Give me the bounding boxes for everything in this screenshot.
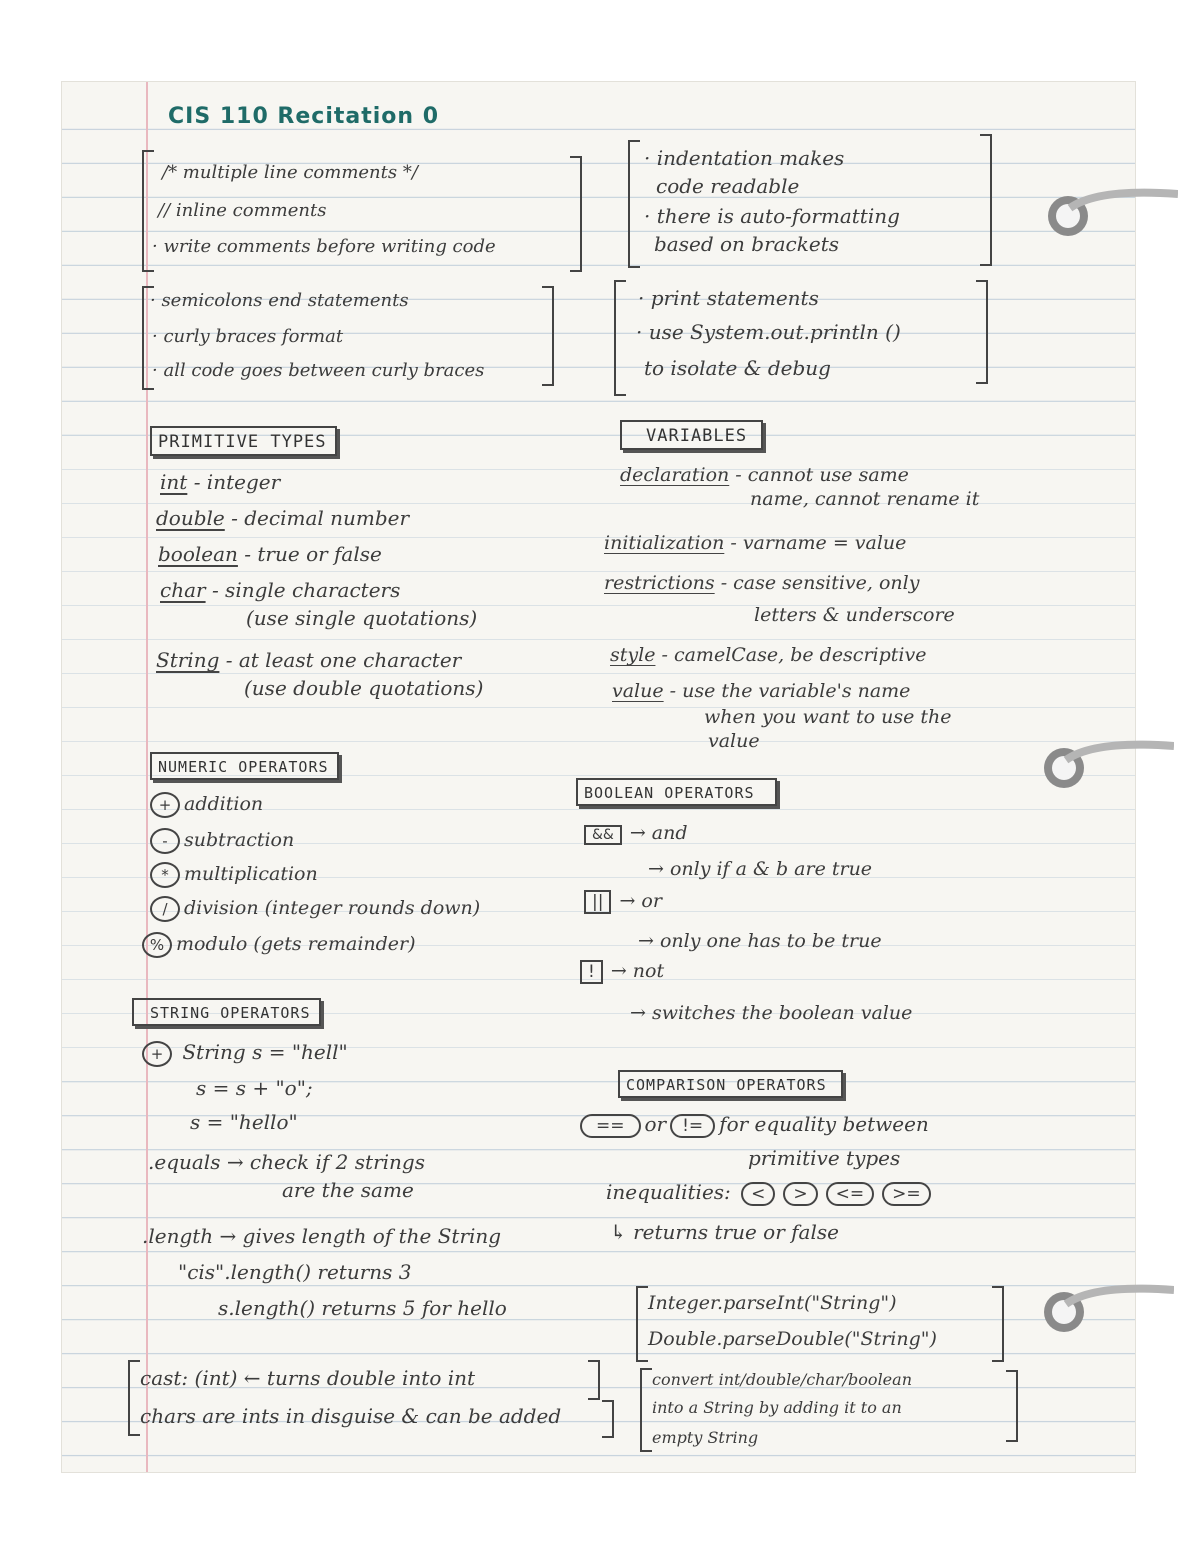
string-operator-code: s = s + "o"; [196,1076,313,1100]
binder-ring-top [1038,186,1178,246]
numeric-operator-item: / division (integer rounds down) [150,896,480,922]
note-line: · semicolons end statements [150,290,409,311]
note-line: · use System.out.println () [636,320,901,344]
primitive-type-note: (use single quotations) [246,606,478,630]
greater-than-symbol: > [783,1182,817,1206]
bracket-right [588,1360,600,1400]
string-operator-code: s = "hello" [190,1110,298,1134]
variable-note: when you want to use the [704,706,952,728]
note-line: /* multiple line comments */ [162,162,418,183]
and-symbol: && [584,825,622,845]
numeric-operator-item: - subtraction [150,828,294,854]
numeric-operator-item: % modulo (gets remainder) [142,932,416,958]
bracket-right [980,134,992,266]
numeric-operator-item: + addition [150,792,263,818]
bracket-left [128,1360,140,1436]
variable-note: value [708,730,760,752]
greater-equal-symbol: >= [882,1182,931,1206]
note-line: empty String [652,1428,759,1447]
bracket-left [614,280,626,396]
divide-symbol: / [150,896,180,922]
string-operator-code: + String s = "hell" [142,1040,348,1067]
comparison-equality: == or != for equality between [576,1112,929,1138]
boolean-operator-item: || → or [584,890,662,914]
bracket-right [976,280,988,384]
bracket-left [640,1368,652,1452]
plus-symbol: + [142,1041,172,1067]
boolean-operator-item: && → and [584,822,688,845]
heading-primitive-types: PRIMITIVE TYPES [150,426,337,456]
comparison-note: ↳ returns true or false [610,1220,839,1244]
string-method-note: .length → gives length of the String [142,1224,502,1248]
boolean-operator-item: ! → not [580,960,664,984]
heading-variables: VARIABLES [620,420,763,450]
note-line: · all code goes between curly braces [152,360,485,381]
string-method-note: .equals → check if 2 strings [148,1150,425,1174]
string-method-note: s.length() returns 5 for hello [218,1296,507,1320]
plus-symbol: + [150,792,180,818]
bracket-right [1006,1370,1018,1442]
primitive-type-item: double - decimal number [156,506,410,530]
variable-item: initialization - varname = value [604,532,907,554]
note-line: // inline comments [158,200,327,221]
parse-method-line: Integer.parseInt("String") [648,1292,897,1314]
primitive-type-item: boolean - true or false [158,542,382,566]
heading-string-operators: STRING OPERATORS [132,998,321,1026]
note-line: · write comments before writing code [152,236,496,257]
heading-numeric-operators: NUMERIC OPERATORS [150,752,339,780]
note-line: cast: (int) ← turns double into int [140,1366,476,1390]
note-line: code readable [656,174,800,198]
comparison-inequalities: inequalities: < > <= >= [606,1180,935,1206]
times-symbol: * [150,862,180,888]
note-line: chars are ints in disguise & can be added [140,1404,562,1428]
parse-method-line: Double.parseDouble("String") [648,1328,937,1350]
heading-comparison-operators: COMPARISON OPERATORS [618,1070,843,1098]
primitive-type-item: int - integer [160,470,281,494]
or-symbol: || [584,890,611,914]
primitive-type-note: (use double quotations) [244,676,484,700]
variable-item: style - camelCase, be descriptive [610,644,927,666]
modulo-symbol: % [142,932,172,958]
minus-symbol: - [150,828,180,854]
binder-ring-middle [1034,738,1174,798]
bracket-right [570,156,582,272]
note-line: to isolate & debug [644,356,831,380]
binder-ring-bottom [1034,1282,1174,1342]
note-line: · print statements [638,286,819,310]
boolean-operator-note: → only if a & b are true [648,858,873,880]
variable-note: letters & underscore [754,604,955,626]
string-method-note: are the same [282,1178,414,1202]
bracket-left [636,1286,648,1362]
bracket-right [992,1286,1004,1362]
less-than-symbol: < [741,1182,775,1206]
less-equal-symbol: <= [826,1182,875,1206]
variable-item: value - use the variable's name [612,680,911,702]
note-line: convert int/double/char/boolean [652,1370,912,1389]
note-line: · indentation makes [644,146,845,170]
numeric-operator-item: * multiplication [150,862,318,888]
variable-item: restrictions - case sensitive, only [604,572,920,594]
not-symbol: ! [580,960,603,984]
note-line: · there is auto-formatting [644,204,900,228]
bracket-right [602,1400,614,1438]
primitive-type-item: String - at least one character [156,648,462,672]
boolean-operator-note: → switches the boolean value [630,1002,913,1024]
note-line: · curly braces format [152,326,344,347]
boolean-operator-note: → only one has to be true [638,930,882,952]
variable-item: declaration - cannot use same [620,464,909,486]
page-title: CIS 110 Recitation 0 [168,104,440,129]
string-method-note: "cis".length() returns 3 [178,1260,412,1284]
not-equals-symbol: != [670,1114,715,1138]
comparison-note: primitive types [748,1146,901,1170]
bracket-left [628,140,640,268]
note-line: into a String by adding it to an [652,1398,902,1417]
equals-symbol: == [580,1114,641,1138]
heading-boolean-operators: BOOLEAN OPERATORS [576,778,777,806]
primitive-type-item: char - single characters [160,578,401,602]
note-line: based on brackets [654,232,840,256]
variable-note: name, cannot rename it [750,488,980,510]
bracket-right [542,286,554,386]
